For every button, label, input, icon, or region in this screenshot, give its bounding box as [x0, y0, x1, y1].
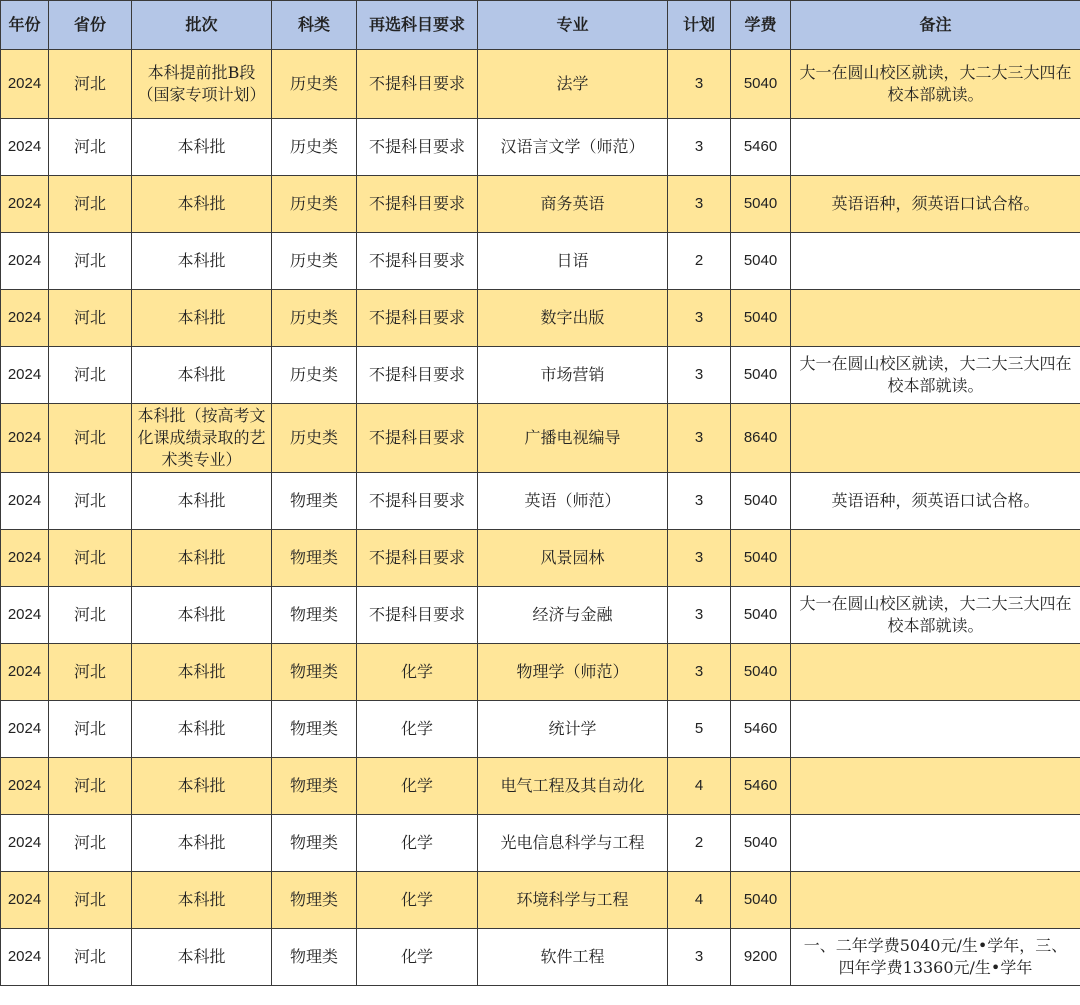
cell-note: [791, 758, 1080, 815]
cell-province: 河北: [49, 290, 132, 347]
cell-category: 物理类: [272, 701, 357, 758]
cell-batch: 本科批: [132, 815, 272, 872]
cell-subject-req: 化学: [357, 815, 478, 872]
cell-note: [791, 644, 1080, 701]
cell-batch: 本科批: [132, 758, 272, 815]
cell-subject-req: 不提科目要求: [357, 119, 478, 176]
cell-province: 河北: [49, 176, 132, 233]
cell-fee: 5040: [731, 530, 791, 587]
cell-year: 2024: [1, 758, 49, 815]
cell-province: 河北: [49, 872, 132, 929]
cell-note: [791, 872, 1080, 929]
cell-plan: 2: [668, 233, 731, 290]
cell-fee: 5040: [731, 644, 791, 701]
cell-fee: 8640: [731, 404, 791, 473]
cell-batch: 本科批: [132, 701, 272, 758]
cell-subject-req: 化学: [357, 758, 478, 815]
cell-province: 河北: [49, 50, 132, 119]
cell-major: 市场营销: [478, 347, 668, 404]
cell-province: 河北: [49, 587, 132, 644]
cell-major: 日语: [478, 233, 668, 290]
table-row: [1, 119, 1080, 176]
cell-note: [791, 701, 1080, 758]
cell-note: 大一在圆山校区就读，大二大三大四在校本部就读。: [791, 347, 1080, 404]
cell-major: 物理学（师范）: [478, 644, 668, 701]
cell-note: 一、二年学费5040元/生•学年，三、四年学费13360元/生•学年: [791, 929, 1080, 986]
cell-category: 历史类: [272, 290, 357, 347]
table-row: [1, 50, 1080, 119]
cell-year: 2024: [1, 701, 49, 758]
cell-fee: 5040: [731, 233, 791, 290]
header-subject-req: 再选科目要求: [357, 1, 478, 50]
table-row: [1, 473, 1080, 530]
cell-plan: 3: [668, 530, 731, 587]
cell-major: 法学: [478, 50, 668, 119]
cell-plan: 3: [668, 644, 731, 701]
cell-plan: 4: [668, 872, 731, 929]
cell-category: 历史类: [272, 176, 357, 233]
table-row: [1, 530, 1080, 587]
table-row: [1, 815, 1080, 872]
cell-major: 风景园林: [478, 530, 668, 587]
table-row: [1, 176, 1080, 233]
cell-note: [791, 290, 1080, 347]
header-row: [1, 1, 1080, 50]
cell-major: 数字出版: [478, 290, 668, 347]
cell-batch: 本科批: [132, 473, 272, 530]
table-row: [1, 644, 1080, 701]
header-category: 科类: [272, 1, 357, 50]
cell-category: 物理类: [272, 758, 357, 815]
cell-subject-req: 化学: [357, 701, 478, 758]
cell-subject-req: 化学: [357, 644, 478, 701]
cell-subject-req: 不提科目要求: [357, 473, 478, 530]
table-body: [1, 50, 1080, 986]
cell-major: 汉语言文学（师范）: [478, 119, 668, 176]
cell-fee: 5460: [731, 119, 791, 176]
cell-note: [791, 404, 1080, 473]
cell-province: 河北: [49, 404, 132, 473]
cell-province: 河北: [49, 701, 132, 758]
cell-year: 2024: [1, 644, 49, 701]
cell-year: 2024: [1, 872, 49, 929]
cell-subject-req: 不提科目要求: [357, 587, 478, 644]
cell-major: 英语（师范）: [478, 473, 668, 530]
cell-category: 物理类: [272, 929, 357, 986]
cell-subject-req: 不提科目要求: [357, 233, 478, 290]
cell-note: 英语语种，须英语口试合格。: [791, 473, 1080, 530]
cell-category: 历史类: [272, 50, 357, 119]
cell-year: 2024: [1, 815, 49, 872]
cell-province: 河北: [49, 119, 132, 176]
cell-province: 河北: [49, 347, 132, 404]
header-fee: 学费: [731, 1, 791, 50]
cell-category: 历史类: [272, 119, 357, 176]
cell-note: [791, 530, 1080, 587]
cell-plan: 5: [668, 701, 731, 758]
cell-plan: 3: [668, 119, 731, 176]
cell-major: 广播电视编导: [478, 404, 668, 473]
cell-fee: 5040: [731, 50, 791, 119]
cell-fee: 5040: [731, 176, 791, 233]
cell-note: [791, 815, 1080, 872]
cell-note: 大一在圆山校区就读，大二大三大四在校本部就读。: [791, 587, 1080, 644]
header-major: 专业: [478, 1, 668, 50]
cell-year: 2024: [1, 290, 49, 347]
cell-province: 河北: [49, 815, 132, 872]
cell-batch: 本科批（按高考文化课成绩录取的艺术类专业）: [132, 404, 272, 473]
cell-batch: 本科批: [132, 530, 272, 587]
cell-batch: 本科批: [132, 290, 272, 347]
cell-category: 历史类: [272, 233, 357, 290]
cell-year: 2024: [1, 176, 49, 233]
cell-plan: 3: [668, 50, 731, 119]
cell-subject-req: 不提科目要求: [357, 404, 478, 473]
cell-year: 2024: [1, 404, 49, 473]
cell-major: 光电信息科学与工程: [478, 815, 668, 872]
cell-subject-req: 不提科目要求: [357, 290, 478, 347]
cell-plan: 4: [668, 758, 731, 815]
cell-note: [791, 233, 1080, 290]
cell-batch: 本科批: [132, 233, 272, 290]
cell-year: 2024: [1, 347, 49, 404]
cell-batch: 本科批: [132, 176, 272, 233]
cell-year: 2024: [1, 530, 49, 587]
cell-category: 历史类: [272, 404, 357, 473]
cell-batch: 本科批: [132, 929, 272, 986]
cell-major: 软件工程: [478, 929, 668, 986]
cell-plan: 3: [668, 587, 731, 644]
table-row: [1, 701, 1080, 758]
cell-fee: 5040: [731, 347, 791, 404]
cell-major: 经济与金融: [478, 587, 668, 644]
cell-category: 物理类: [272, 530, 357, 587]
cell-major: 电气工程及其自动化: [478, 758, 668, 815]
header-plan: 计划: [668, 1, 731, 50]
cell-batch: 本科提前批B段（国家专项计划）: [132, 50, 272, 119]
cell-plan: 3: [668, 176, 731, 233]
cell-fee: 5040: [731, 815, 791, 872]
cell-category: 物理类: [272, 872, 357, 929]
header-note: 备注: [791, 1, 1080, 50]
cell-major: 商务英语: [478, 176, 668, 233]
cell-batch: 本科批: [132, 119, 272, 176]
cell-province: 河北: [49, 233, 132, 290]
cell-plan: 3: [668, 929, 731, 986]
cell-batch: 本科批: [132, 587, 272, 644]
cell-year: 2024: [1, 473, 49, 530]
cell-category: 历史类: [272, 347, 357, 404]
cell-year: 2024: [1, 587, 49, 644]
table-row: [1, 758, 1080, 815]
cell-subject-req: 化学: [357, 872, 478, 929]
cell-plan: 3: [668, 473, 731, 530]
cell-province: 河北: [49, 530, 132, 587]
cell-fee: 5460: [731, 701, 791, 758]
table-row: [1, 929, 1080, 986]
cell-note: [791, 119, 1080, 176]
cell-note: 大一在圆山校区就读，大二大三大四在校本部就读。: [791, 50, 1080, 119]
cell-category: 物理类: [272, 644, 357, 701]
cell-province: 河北: [49, 473, 132, 530]
cell-batch: 本科批: [132, 872, 272, 929]
cell-year: 2024: [1, 119, 49, 176]
cell-category: 物理类: [272, 815, 357, 872]
header-year: 年份: [1, 1, 49, 50]
cell-year: 2024: [1, 233, 49, 290]
header-province: 省份: [49, 1, 132, 50]
cell-note: 英语语种，须英语口试合格。: [791, 176, 1080, 233]
cell-fee: 5040: [731, 290, 791, 347]
cell-year: 2024: [1, 50, 49, 119]
table-row: [1, 347, 1080, 404]
cell-year: 2024: [1, 929, 49, 986]
table-row: [1, 290, 1080, 347]
cell-province: 河北: [49, 758, 132, 815]
cell-subject-req: 不提科目要求: [357, 176, 478, 233]
cell-fee: 5040: [731, 587, 791, 644]
table-row: [1, 404, 1080, 473]
table-row: [1, 233, 1080, 290]
header-batch: 批次: [132, 1, 272, 50]
cell-category: 物理类: [272, 587, 357, 644]
cell-subject-req: 化学: [357, 929, 478, 986]
cell-batch: 本科批: [132, 644, 272, 701]
cell-province: 河北: [49, 929, 132, 986]
cell-category: 物理类: [272, 473, 357, 530]
cell-subject-req: 不提科目要求: [357, 530, 478, 587]
cell-plan: 3: [668, 404, 731, 473]
cell-province: 河北: [49, 644, 132, 701]
cell-fee: 9200: [731, 929, 791, 986]
table-row: [1, 587, 1080, 644]
table-row: [1, 872, 1080, 929]
cell-major: 统计学: [478, 701, 668, 758]
cell-major: 环境科学与工程: [478, 872, 668, 929]
cell-plan: 2: [668, 815, 731, 872]
cell-fee: 5040: [731, 872, 791, 929]
cell-subject-req: 不提科目要求: [357, 347, 478, 404]
cell-subject-req: 不提科目要求: [357, 50, 478, 119]
cell-plan: 3: [668, 290, 731, 347]
cell-fee: 5460: [731, 758, 791, 815]
cell-plan: 3: [668, 347, 731, 404]
cell-batch: 本科批: [132, 347, 272, 404]
cell-fee: 5040: [731, 473, 791, 530]
